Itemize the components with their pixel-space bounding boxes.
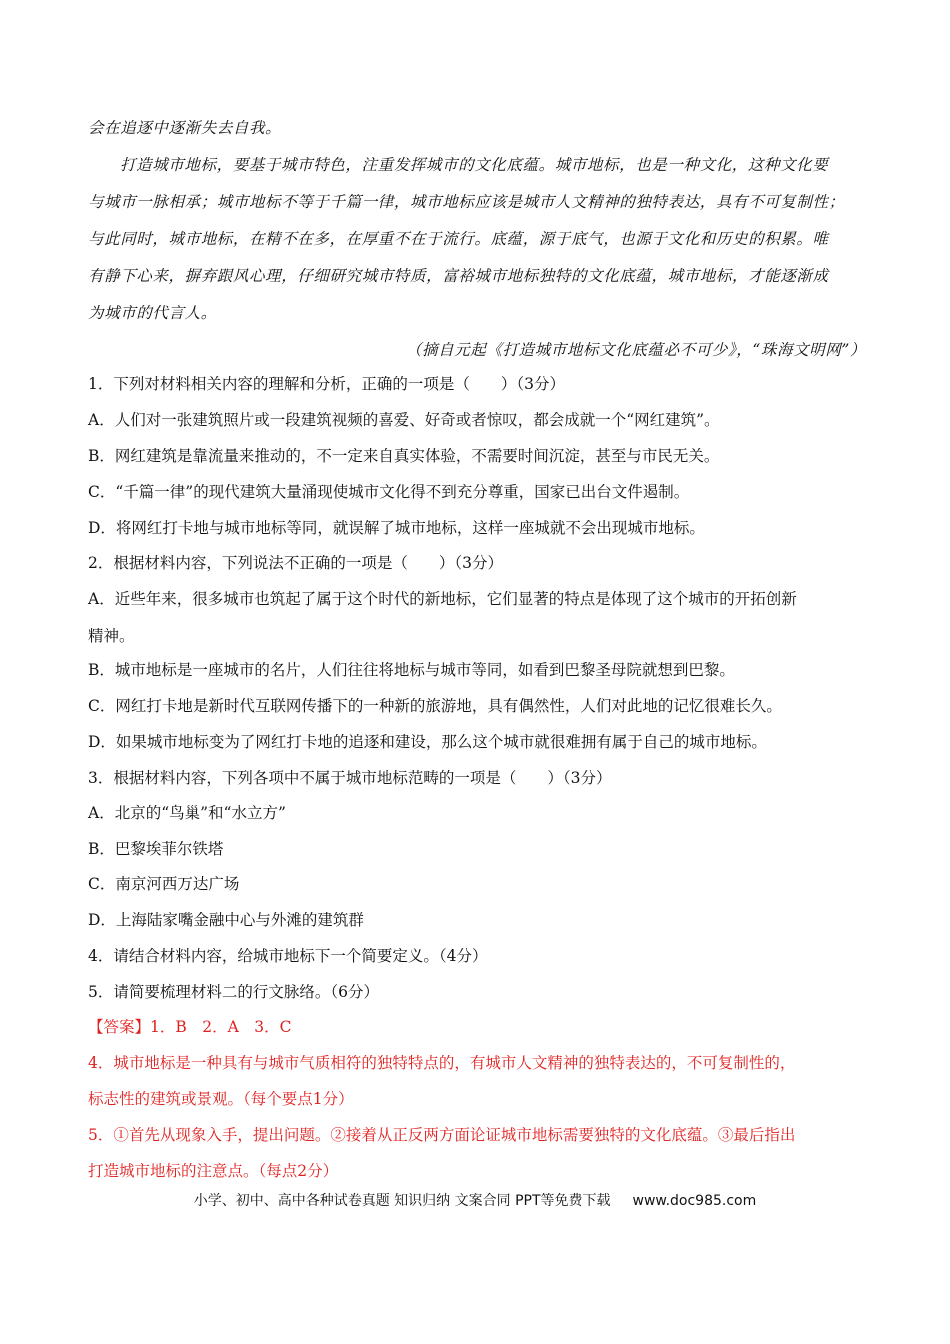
answer-5-cont: 打造城市地标的注意点。（每点2分） — [88, 1162, 339, 1180]
question-3-option-a: A．北京的“鸟巢”和“水立方” — [88, 804, 286, 822]
passage-line: 有静下心来，摒弃跟风心理，仔细研究城市特质，富裕城市地标独特的文化底蕴，城市地标，才能逐渐成 — [88, 267, 829, 285]
passage-line: 为城市的代言人。 — [88, 304, 217, 322]
question-2-stem: 2．根据材料内容，下列说法不正确的一项是（ ）（3分） — [88, 554, 503, 572]
question-3-option-b: B．巴黎埃菲尔铁塔 — [88, 840, 224, 858]
question-4: 4．请结合材料内容，给城市地标下一个简要定义。（4分） — [88, 947, 488, 965]
question-1-option-d: D．将网红打卡地与城市地标等同，就误解了城市地标，这样一座城就不会出现城市地标。 — [88, 519, 705, 537]
passage-line: 与此同时，城市地标，在精不在多，在厚重不在于流行。底蕴，源于底气，也源于文化和历史的积累。唯 — [88, 230, 829, 248]
question-5: 5．请简要梳理材料二的行文脉络。（6分） — [88, 983, 379, 1001]
footer-url[interactable]: www.doc985.com — [632, 1193, 757, 1209]
question-3-option-c: C．南京河西万达广场 — [88, 875, 240, 893]
passage-line: 会在追逐中逐渐失去自我。 — [88, 119, 282, 137]
question-1-stem: 1．下列对材料相关内容的理解和分析，正确的一项是（ ）（3分） — [88, 375, 565, 393]
answer-multiple-choice: 【答案】1．B 2．A 3．C — [88, 1018, 292, 1036]
question-2-option-d: D．如果城市地标变为了网红打卡地的追逐和建设，那么这个城市就很难拥有属于自己的城市地标。 — [88, 733, 767, 751]
footer-text: 小学、初中、高中各种试卷真题 知识归纳 文案合同 PPT等免费下载 — [193, 1193, 611, 1209]
answer-5: 5．①首先从现象入手，提出问题。②接着从正反两方面论证城市地标需要独特的文化底蕴。③最后指出 — [88, 1126, 796, 1144]
question-1-option-c: C．“千篇一律”的现代建筑大量涌现使城市文化得不到充分尊重，国家已出台文件遏制。 — [88, 483, 690, 501]
question-1-option-a: A．人们对一张建筑照片或一段建筑视频的喜爱、好奇或者惊叹，都会成就一个“网红建筑”。 — [88, 411, 720, 429]
question-2-option-a-cont: 精神。 — [88, 627, 135, 645]
passage-line: 与城市一脉相承；城市地标不等于千篇一律，城市地标应该是城市人文精神的独特表达，具有不可复制性； — [88, 193, 845, 211]
question-2-option-a: A．近些年来，很多城市也筑起了属于这个时代的新地标，它们显著的特点是体现了这个城市的开拓创新 — [88, 590, 797, 608]
passage-line: 打造城市地标，要基于城市特色，注重发挥城市的文化底蕴。城市地标，也是一种文化，这种文化要 — [120, 156, 829, 174]
answer-4: 4．城市地标是一种具有与城市气质相符的独特特点的，有城市人文精神的独特表达的，不可复制性的， — [88, 1054, 796, 1072]
question-1-option-b: B．网红建筑是靠流量来推动的，不一定来自真实体验，不需要时间沉淀，甚至与市民无关。 — [88, 447, 720, 465]
question-2-option-c: C．网红打卡地是新时代互联网传播下的一种新的旅游地，具有偶然性，人们对此地的记忆很难长久。 — [88, 697, 782, 715]
question-2-option-b: B．城市地标是一座城市的名片，人们往往将地标与城市等同，如看到巴黎圣母院就想到巴黎。 — [88, 661, 735, 679]
answer-4-cont: 标志性的建筑或景观。（每个要点1分） — [88, 1090, 354, 1108]
question-3-option-d: D．上海陆家嘴金融中心与外滩的建筑群 — [88, 911, 364, 929]
question-3-stem: 3．根据材料内容，下列各项中不属于城市地标范畴的一项是（ ）（3分） — [88, 769, 612, 787]
passage-source: （摘自元起《打造城市地标文化底蕴必不可少》，“珠海文明网”） — [405, 341, 866, 359]
page-footer — [0, 1190, 950, 1212]
